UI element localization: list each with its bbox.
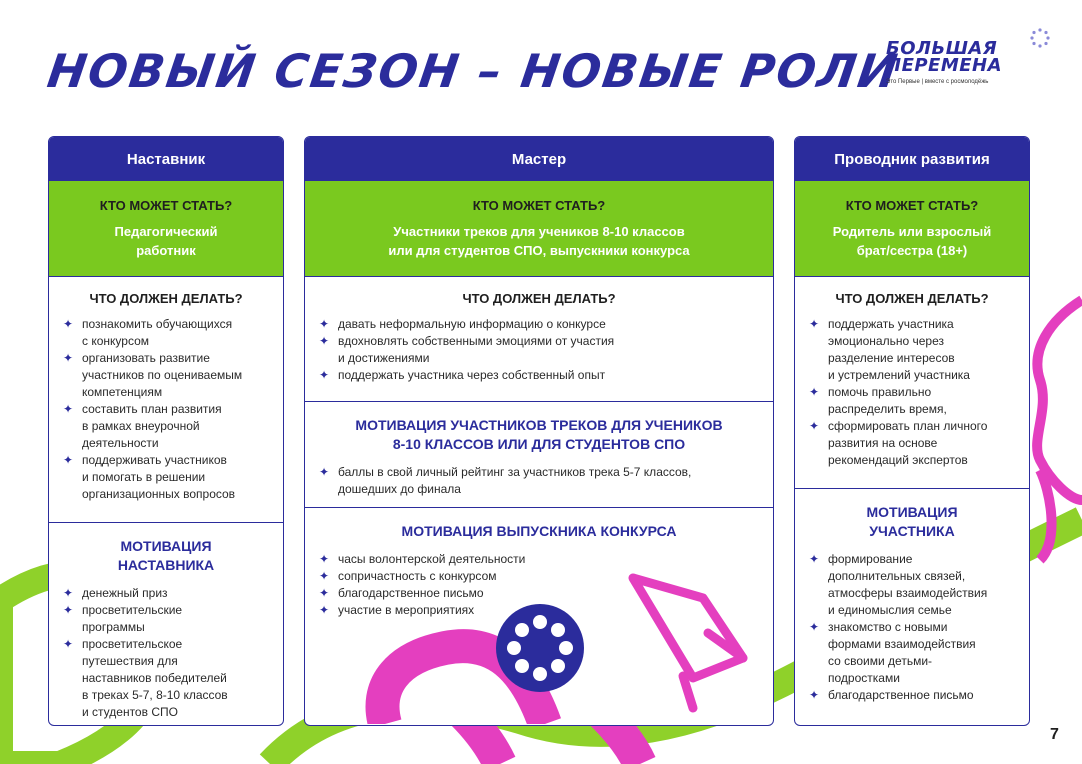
mentor-card-title: Наставник	[49, 137, 283, 181]
guide-who-question: КТО МОЖЕТ СТАТЬ?	[845, 197, 979, 213]
list-item: ✦ познакомить обучающихся с конкурсом	[63, 317, 233, 348]
guide-motivation-section	[795, 489, 1029, 712]
star-bullet-icon: ✦	[809, 317, 820, 331]
list-item: ✦ поддержать участника эмоционально через разделение интересов и устремлений участника	[809, 317, 970, 382]
list-item: ✦ поддерживать участников и помогать в решении организационных вопросов	[63, 453, 236, 501]
list-item: ✦ денежный приз	[63, 586, 168, 600]
logo-line-2: ПЕРЕМЕНА	[886, 55, 1003, 76]
star-bullet-icon: ✦	[63, 637, 74, 651]
guide-who-answer-line: брат/сестра (18+)	[856, 242, 968, 258]
list-item: ✦ участие в мероприятиях	[319, 603, 475, 617]
star-bullet-icon: ✦	[63, 603, 74, 617]
mentor-motivation-section	[49, 523, 283, 726]
guide-who-block	[795, 181, 1029, 277]
master-motivation-tracks-section	[305, 402, 773, 508]
master-motivation-graduate-list	[319, 551, 759, 619]
star-bullet-icon: ✦	[319, 334, 330, 348]
star-bullet-icon: ✦	[319, 317, 330, 331]
star-bullet-icon: ✦	[319, 569, 330, 583]
master-who-answer	[388, 222, 689, 260]
guide-duties-list	[809, 316, 1015, 469]
star-bullet-icon: ✦	[809, 688, 820, 702]
mentor-who-answer-line: Педагогический	[114, 223, 218, 239]
star-bullet-icon: ✦	[63, 453, 74, 467]
guide-who-answer-line: Родитель или взрослый	[832, 223, 992, 239]
guide-motivation-list	[809, 551, 1015, 704]
guide-motivation-title: МОТИВАЦИЯ УЧАСТНИКА	[866, 504, 958, 539]
mentor-who-question: КТО МОЖЕТ СТАТЬ?	[99, 197, 233, 213]
list-item: ✦ сопричастность с конкурсом	[319, 569, 497, 583]
star-bullet-icon: ✦	[319, 603, 330, 617]
star-bullet-icon: ✦	[319, 368, 330, 382]
pink-loop-icon	[383, 646, 546, 724]
mentor-motivation-title: МОТИВАЦИЯ НАСТАВНИКА	[117, 538, 215, 573]
list-item: ✦ благодарственное письмо	[809, 688, 974, 702]
list-item: ✦ вдохновлять собственными эмоциями от участия и достижениями	[319, 334, 615, 365]
list-item: ✦ организовать развитие участников по оцениваемым компетенциям	[63, 351, 243, 399]
list-item: ✦ помочь правильно распределить время,	[809, 385, 947, 416]
guide-duties-title: ЧТО ДОЛЖЕН ДЕЛАТЬ?	[835, 291, 989, 306]
master-card-title: Мастер	[305, 137, 773, 181]
star-bullet-icon: ✦	[63, 586, 74, 600]
master-who-answer-line: или для студентов СПО, выпускники конкурса	[388, 242, 690, 258]
master-who-block	[305, 181, 773, 277]
master-who-question: КТО МОЖЕТ СТАТЬ?	[472, 197, 606, 213]
star-bullet-icon: ✦	[319, 552, 330, 566]
page-number: 7	[1050, 726, 1059, 743]
mentor-who-answer	[115, 222, 218, 260]
list-item: ✦ поддержать участника через собственный опыт	[319, 368, 606, 382]
star-bullet-icon: ✦	[319, 465, 330, 479]
star-bullet-icon: ✦	[63, 317, 74, 331]
star-bullet-icon: ✦	[809, 419, 820, 433]
logo-line-1: БОЛЬШАЯ	[886, 38, 998, 59]
guide-who-answer	[833, 222, 991, 260]
master-motivation-graduate-section	[305, 508, 773, 724]
mentor-duties-title: ЧТО ДОЛЖЕН ДЕЛАТЬ?	[89, 291, 243, 306]
logo-subtitle: Это Первые | вместе с росмолодёжь	[886, 79, 989, 85]
star-bullet-icon: ✦	[63, 402, 74, 416]
logo	[886, 40, 1056, 104]
master-duties-title: ЧТО ДОЛЖЕН ДЕЛАТЬ?	[462, 291, 616, 306]
guide-card	[794, 136, 1030, 726]
mentor-who-block	[49, 181, 283, 277]
list-item: ✦ просветительское путешествия для наставников победителей в треках 5-7, 8-10 классов и студентов СПО	[63, 637, 228, 719]
mentor-duties-section	[49, 277, 283, 523]
logo-dots-icon	[1030, 28, 1050, 48]
star-bullet-icon: ✦	[809, 552, 820, 566]
star-bullet-icon: ✦	[809, 620, 820, 634]
list-item: ✦ просветительские программы	[63, 603, 183, 634]
list-item: ✦ знакомство с новыми формами взаимодействия со своими детьми- подростками	[809, 620, 976, 685]
master-motivation-tracks-title: МОТИВАЦИЯ УЧАСТНИКОВ ТРЕКОВ ДЛЯ УЧЕНИКОВ 8-10 КЛАССОВ ИЛИ ДЛЯ СТУДЕНТОВ СПО	[355, 417, 723, 452]
star-bullet-icon: ✦	[63, 351, 74, 365]
list-item: ✦ сформировать план личного развития на основе рекомендаций экспертов	[809, 419, 988, 467]
guide-card-title: Проводник развития	[795, 137, 1029, 181]
list-item: ✦ формирование дополнительных связей, атмосферы взаимодействия и единомыслия семье	[809, 552, 988, 617]
star-bullet-icon: ✦	[319, 586, 330, 600]
page-title: НОВЫЙ СЕЗОН – НОВЫЕ РОЛИ	[44, 44, 903, 98]
master-motivation-tracks-list	[319, 464, 759, 498]
list-item: ✦ баллы в свой личный рейтинг за участников трека 5-7 классов, дошедших до финала	[319, 465, 692, 496]
master-card	[304, 136, 774, 726]
master-motivation-graduate-title: МОТИВАЦИЯ ВЫПУСКНИКА КОНКУРСА	[401, 523, 677, 539]
list-item: ✦ благодарственное письмо	[319, 586, 484, 600]
mentor-who-answer-line: работник	[136, 242, 196, 258]
star-bullet-icon: ✦	[809, 385, 820, 399]
mentor-duties-list	[63, 316, 269, 503]
mentor-card	[48, 136, 284, 726]
list-item: ✦ часы волонтерской деятельности	[319, 552, 526, 566]
master-duties-list	[319, 316, 759, 384]
mentor-motivation-list	[63, 585, 269, 721]
master-duties-section	[305, 277, 773, 402]
list-item: ✦ составить план развития в рамках внеурочной деятельности	[63, 402, 222, 450]
master-who-answer-line: Участники треков для учеников 8-10 классов	[393, 223, 685, 239]
list-item: ✦ давать неформальную информацию о конкурсе	[319, 317, 606, 331]
guide-duties-section	[795, 277, 1029, 489]
